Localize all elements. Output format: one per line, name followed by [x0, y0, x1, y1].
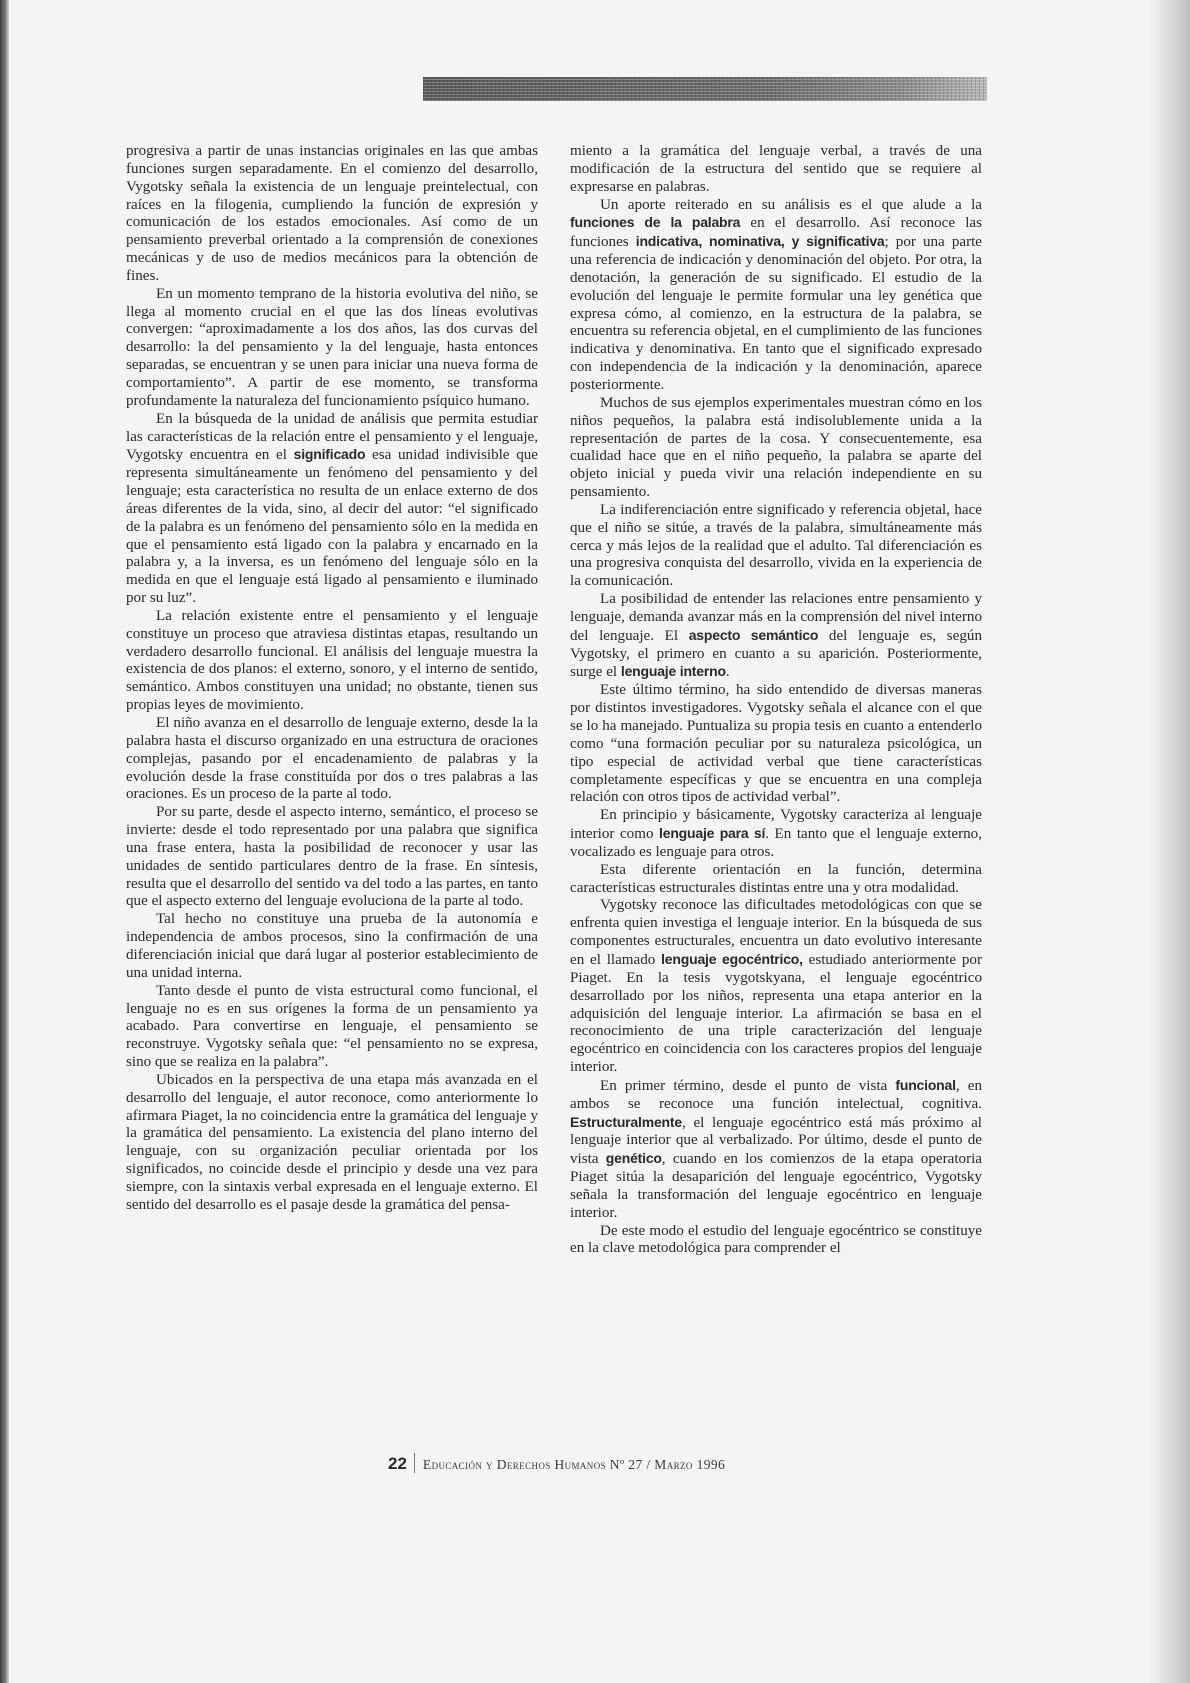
- text-run: , en ambos se reconoce una función intelectual, cognitiva.: [570, 1077, 982, 1112]
- paragraph: [126, 804, 538, 911]
- text-run: Esta diferente orientación en la función, determina características estructurales distintas entre una y otra modalidad.: [570, 861, 982, 896]
- paragraph: [126, 715, 538, 804]
- left-text-column: [126, 143, 538, 1215]
- bold-term: indicativa, nominativa, y significativa: [635, 233, 885, 250]
- bold-term: funciones de la palabra: [570, 214, 741, 231]
- text-run: Tanto desde el punto de vista estructural como funcional, el lenguaje no es en sus orígenes la forma de un pensamiento ya acabado. Para convertirse en lenguaje, el pensamiento se reconstruye. Vygotsky señala que: “el pensamiento no se expresa, sino que se realiza en la palabra”.: [126, 982, 538, 1071]
- text-run: estudiado anteriormente por Piaget. En la tesis vygotskyana, el lenguaje egocéntrico desarrollado por los niños, representa una etapa anterior en la adquisición del lenguaje interior. La afirmación se basa en el reconocimiento de una triple caracterización del lenguaje egocéntrico en coincidencia con los caracteres propios del lenguaje interior.: [570, 951, 982, 1076]
- paragraph: [126, 411, 538, 608]
- paragraph: [570, 1077, 982, 1223]
- paragraph: [570, 502, 982, 591]
- text-run: Muchos de sus ejemplos experimentales muestran cómo en los niños pequeños, la palabra está indisolublemente unida a la representación de partes de la cosa. Y consecuentemente, esa cualidad hace que en el niño pequeño, la palabra se aparte del objeto inicial y pueda vivir una relación independiente en su pensamiento.: [570, 394, 982, 501]
- paragraph: [570, 682, 982, 807]
- bold-term: funcional: [895, 1076, 956, 1093]
- text-run: Vygotsky reconoce las dificultades metodológicas con que se enfrenta quien investiga el lenguaje interior. En la búsqueda de sus componentes estructurales, encuentra un dato evolutivo interesante en el llamado: [570, 897, 982, 968]
- right-text-column: [570, 143, 982, 1258]
- paragraph: [126, 983, 538, 1072]
- paragraph: [126, 286, 538, 411]
- bold-term: aspecto semántico: [688, 626, 819, 643]
- text-run: progresiva a partir de unas instancias originales en las que ambas funciones surgen separadamente. En el comienzo del desarrollo, Vygotsky señala la existencia de un lenguaje preintelectual, con raíces en la filogenia, cumpliendo la función de expresión y comunicación de los estados emocionales. Así como de un pensamiento preverbal orientado a la comprensión de conexiones mecánicas y de uso de medios mecánicos para la obtención de fines.: [126, 143, 538, 284]
- paragraph: [126, 911, 538, 982]
- paragraph: [126, 1072, 538, 1215]
- text-run: En un momento temprano de la historia evolutiva del niño, se llega al momento crucial en el que las dos líneas evolutivas convergen: “aproximadamente a los dos años, las dos curvas del desarrollo: la del pensamiento y la del lenguaje, hasta entonces separadas, se encuentran y se unen para iniciar una nueva forma de comportamiento”. A partir de ese momento, se transforma profundamente la naturaleza del funcionamiento psíquico humano.: [126, 285, 538, 409]
- text-run: En la búsqueda de la unidad de análisis que permita estudiar las características de la relación entre el pensamiento y el lenguaje, Vygotsky encuentra en el: [126, 410, 538, 464]
- paragraph: [570, 897, 982, 1076]
- text-run: esa unidad indivisible que representa simultáneamente un fenómeno del pensamiento y del lenguaje; esta característica no resulta de un enlace externo de dos áreas diferentes de la vida, sino, al decir del autor: “el significado de la palabra es un fenómeno del pensamiento sólo en la medida en que el pensamiento está ligado con la palabra y encarnado en la palabra y, a la inversa, es un fenómeno del lenguaje sólo en la medida en que el lenguaje está ligado al pensamiento e iluminado por su luz”.: [126, 447, 538, 607]
- text-run: Este último término, ha sido entendido de diversas maneras por distintos investigadores. Vygotsky señala el alcance con el que se lo ha manejado. Puntualiza su propia tesis en cuanto a entenderlo como “una formación peculiar por su naturaleza psicológica, un tipo especial de actividad verbal que tiene características completamente específicas y que se encuentra en una compleja relación con otros tipos de actividad verbal”.: [570, 682, 982, 806]
- text-run: . En tanto que el lenguaje externo, vocalizado es lenguaje para otros.: [570, 826, 982, 860]
- text-run: miento a la gramática del lenguaje verbal, a través de una modificación de la estructura del sentido que se requiere al expresarse en palabras.: [570, 143, 982, 195]
- text-run: Un aporte reiterado en su análisis es el que alude a la: [600, 196, 982, 213]
- footer-separator: [414, 1453, 415, 1473]
- paragraph: [126, 608, 538, 715]
- bold-term: significado: [293, 446, 366, 463]
- text-run: del lenguaje es, según Vygotsky, el primero en cuanto a su aparición. Posteriormente, surge el: [570, 627, 982, 681]
- text-run: ; por una parte una referencia de indicación y denominación del objeto. Por otra, la denotación, la generación de su significado. El estudio de la evolución del lenguaje le permite formular una ley genética que expresa cómo, al comienzo, en la estructura de la palabra, se encuentra su referencia objetal, en el cumplimiento de las funciones indicativa y denominativa. En tanto que el significado expresado con independencia de la indicación y la denominación, aparece posteriormente.: [570, 234, 982, 393]
- text-run: La relación existente entre el pensamiento y el lenguaje constituye un proceso que atraviesa distintas etapas, resultando un verdadero desarrollo funcional. El análisis del lenguaje muestra la existencia de dos planos: el externo, sonoro, y el interno de sentido, semántico. Ambos constituyen una unidad; no obstante, tienen sus propias leyes de movimiento.: [126, 607, 538, 714]
- text-run: En primer término, desde el punto de vista: [600, 1077, 896, 1094]
- paragraph: [570, 395, 982, 502]
- paragraph: [126, 143, 538, 286]
- paragraph: [570, 143, 982, 197]
- page-footer: [388, 1449, 725, 1474]
- page-left-edge-shadow: [0, 0, 9, 1683]
- text-run: Ubicados en la perspectiva de una etapa más avanzada en el desarrollo del lenguaje, el autor reconoce, como anteriormente lo afirmara Piaget, la no coincidencia entre la gramática del lenguaje y la gramática del pensamiento. La existencia del plano interno del lenguaje, con su organización peculiar orientada por los significados, no coincide desde el principio y desde una vez para siempre, con la sintaxis verbal expresada en el lenguaje externo. El sentido del desarrollo es el pasaje desde la gramática del pensa-: [126, 1071, 538, 1213]
- bold-term: lenguaje interno: [620, 663, 726, 680]
- text-run: .: [725, 664, 730, 681]
- bold-term: Estructuralmente: [570, 1113, 682, 1130]
- text-run: Por su parte, desde el aspecto interno, semántico, el proceso se invierte: desde el todo representado por una palabra que significa una frase entera, hasta la posibilidad de reconocer y usar las unidades de sentido particulares dentro de la frase. En síntesis, resulta que el desarrollo del sentido va del todo a las partes, en tanto que el aspecto externo del lenguaje evoluciona de la parte al todo.: [126, 804, 538, 910]
- text-run: El niño avanza en el desarrollo de lenguaje externo, desde la la palabra hasta el discurso organizado en una estructura de oraciones complejas, pasando por el encadenamiento de palabras y la evolución desde la frase constituída por dos o tres palabras a las oraciones. Es un proceso de la parte al todo.: [126, 715, 538, 803]
- page-number: 22: [388, 1454, 407, 1473]
- paragraph: [570, 591, 982, 682]
- page-right-edge-shadow: [1148, 0, 1190, 1683]
- paragraph: [570, 1223, 982, 1259]
- paragraph: [570, 862, 982, 898]
- text-run: En principio y básicamente, Vygotsky caracteriza al lenguaje interior como: [570, 807, 982, 843]
- paragraph: [570, 197, 982, 395]
- header-decorative-bar: [423, 77, 987, 101]
- bold-term: lenguaje para sí: [659, 825, 766, 842]
- text-run: , cuando en los comienzos de la etapa operatoria Piaget sitúa la desaparición del lenguaje egocéntrico, Vygotsky señala la transformación del lenguaje egocéntrico en lenguaje interior.: [570, 1151, 982, 1221]
- paragraph: [570, 807, 982, 862]
- bold-term: lenguaje egocéntrico,: [661, 950, 803, 967]
- text-run: La indiferenciación entre significado y referencia objetal, hace que el niño se sitúe, a través de la palabra, simultáneamente más cerca y más lejos de la realidad que el adulto. Tal diferenciación es una progresiva conquista del desarrollo, vivida en la experiencia de la comunicación.: [570, 501, 982, 590]
- text-run: De este modo el estudio del lenguaje egocéntrico se constituye en la clave metodológica para comprender el: [570, 1222, 982, 1257]
- journal-citation: Educación y Derechos Humanos Nº 27 / Marzo 1996: [422, 1457, 726, 1472]
- text-run: La posibilidad de entender las relaciones entre pensamiento y lenguaje, demanda avanzar más en la comprensión del nivel interno del lenguaje. El: [570, 591, 982, 644]
- text-run: , el lenguaje egocéntrico está más próximo al lenguaje interior que al verbalizado. Por último, desde el punto de vista: [570, 1114, 982, 1168]
- text-run: en el desarrollo. Así reconoce las funciones: [570, 215, 983, 251]
- bold-term: genético: [605, 1150, 662, 1167]
- text-run: Tal hecho no constituye una prueba de la autonomía e independencia de ambos procesos, sino la confirmación de una diferenciación inicial que dará lugar al posterior establecimiento de una unidad interna.: [126, 911, 538, 981]
